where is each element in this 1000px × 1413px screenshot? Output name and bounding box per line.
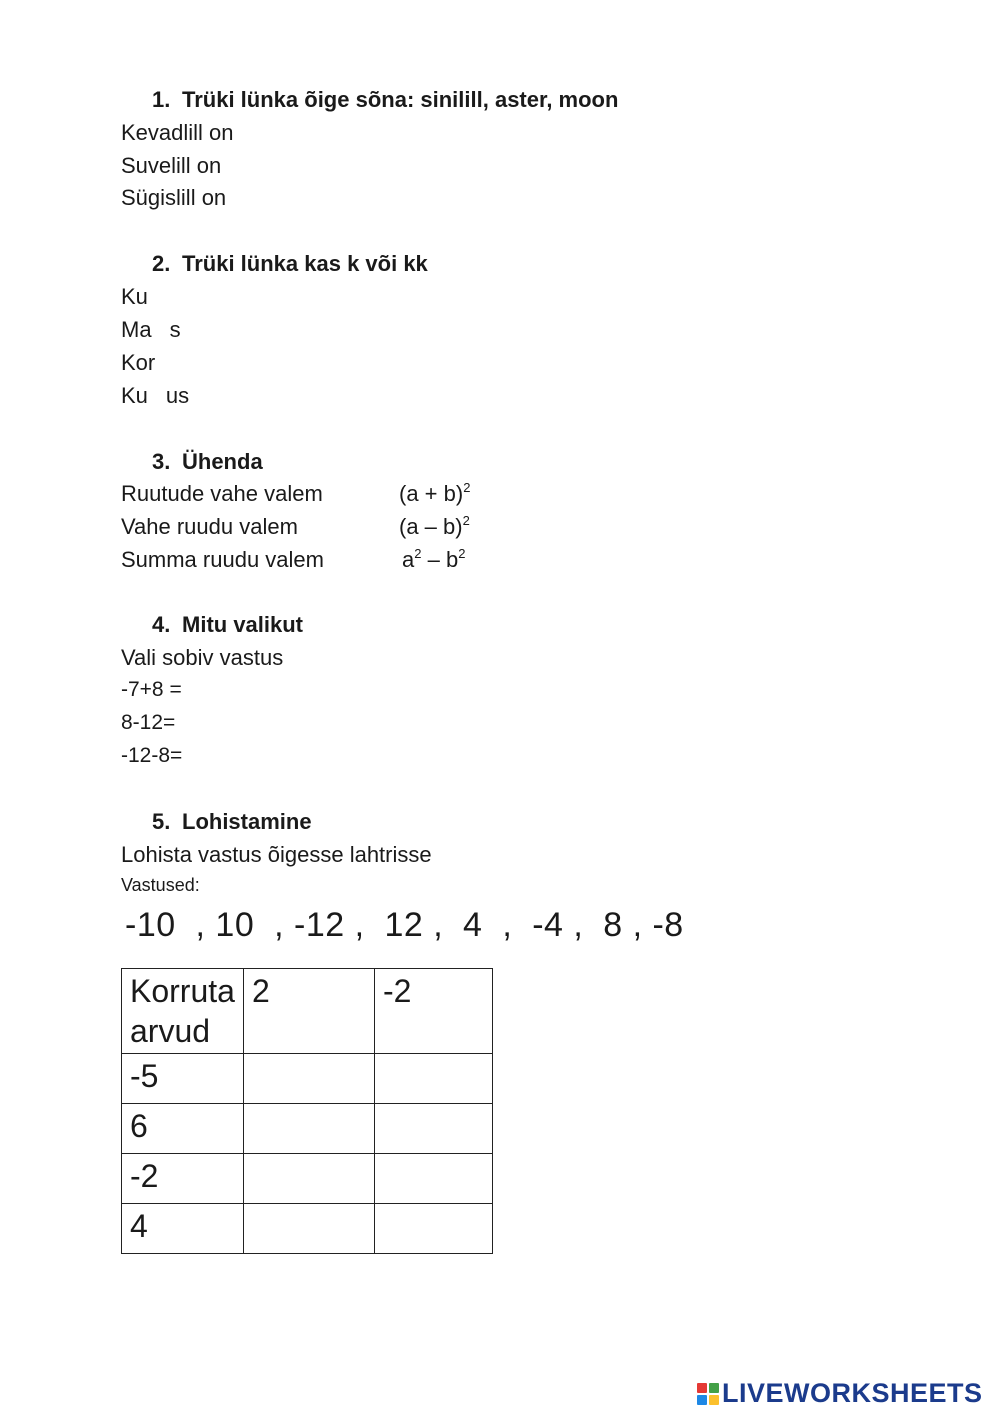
section-3-heading [152, 449, 263, 475]
drop-cell-r4-c2[interactable] [375, 1204, 493, 1254]
s2-word-3 [121, 350, 155, 376]
s1-line-autumn: Sügislill on [121, 185, 227, 210]
section-3-number: 3. [152, 449, 171, 474]
s3-right-1 [399, 481, 470, 507]
drop-cell-r4-c1[interactable] [244, 1204, 375, 1254]
row-3-label: -2 [122, 1154, 244, 1204]
section-5-heading [152, 809, 312, 835]
row-1-label: -5 [122, 1054, 244, 1104]
s3-right-2-base: (a – b) [399, 514, 463, 539]
section-4-number: 4. [152, 612, 171, 637]
drop-cell-r3-c1[interactable] [244, 1154, 375, 1204]
s3-right-3-b-exp: 2 [458, 546, 466, 561]
logo-square [709, 1395, 719, 1405]
drop-cell-r1-c2[interactable] [375, 1054, 493, 1104]
drop-cell-r1-c1[interactable] [244, 1054, 375, 1104]
s3-right-2 [399, 514, 470, 540]
s2-word-4-prefix: Ku [121, 383, 148, 408]
table-header-row [122, 969, 493, 1054]
s2-word-4 [121, 383, 189, 409]
s3-right-2-exp: 2 [462, 513, 470, 528]
section-3-title: Ühenda [182, 449, 263, 474]
s3-right-1-exp: 2 [463, 480, 471, 495]
table-header-col-2: -2 [375, 969, 493, 1054]
s1-line-summer: Suvelill on [121, 153, 222, 178]
drop-cell-r2-c2[interactable] [375, 1104, 493, 1154]
section-5-title: Lohistamine [182, 809, 312, 834]
s2-word-4-suffix: us [165, 383, 190, 408]
s4-question-1: -7+8 = [121, 678, 182, 701]
drop-cell-r3-c2[interactable] [375, 1154, 493, 1204]
table-row [122, 1054, 493, 1104]
table-row [122, 1104, 493, 1154]
s3-right-3-a-exp: 2 [414, 546, 422, 561]
s2-word-2 [121, 317, 181, 343]
section-2-heading [152, 251, 428, 277]
s2-word-2-suffix: s [169, 317, 181, 342]
section-5-number: 5. [152, 809, 171, 834]
table-row [122, 1154, 493, 1204]
s3-right-1-base: (a + b) [399, 481, 464, 506]
s5-instruction: Lohista vastus õigesse lahtrisse [121, 842, 432, 867]
s3-left-1: Ruutude vahe valem [121, 481, 323, 506]
logo-square [697, 1383, 707, 1393]
s2-word-2-prefix: Ma [121, 317, 152, 342]
table-row [122, 1204, 493, 1254]
section-1-title: Trüki lünka õige sõna: sinilill, aster, moon [182, 87, 619, 112]
s4-question-2: 8-12= [121, 711, 176, 734]
s5-answers-list[interactable]: -10 , 10 , -12 , 12 , 4 , -4 , 8 , -8 [125, 906, 684, 944]
s3-right-3 [402, 547, 465, 573]
section-1-heading [152, 87, 618, 113]
s2-word-3-prefix: Kor [121, 350, 156, 375]
s4-instruction: Vali sobiv vastus [121, 645, 284, 670]
s2-word-1-prefix: Ku [121, 284, 148, 309]
section-1-number: 1. [152, 87, 171, 112]
s1-line-spring: Kevadlill on [121, 120, 234, 145]
row-2-label: 6 [122, 1104, 244, 1154]
multiplication-table [121, 968, 493, 1254]
table-header-label: Korruta arvud [122, 969, 244, 1054]
row-4-label: 4 [122, 1204, 244, 1254]
s3-right-3-mid: – b [421, 547, 459, 572]
s3-right-3-a: a [402, 547, 415, 572]
logo-square [709, 1383, 719, 1393]
liveworksheets-logo-icon [697, 1383, 719, 1405]
section-2-title: Trüki lünka kas k või kk [182, 251, 428, 276]
s3-left-3: Summa ruudu valem [121, 547, 324, 572]
section-4-title: Mitu valikut [182, 612, 304, 637]
table-header-col-1: 2 [244, 969, 375, 1054]
s4-question-3: -12-8= [121, 744, 183, 767]
liveworksheets-logo [697, 1378, 983, 1409]
section-4-heading [152, 612, 303, 638]
liveworksheets-logo-text: LIVEWORKSHEETS [722, 1378, 983, 1408]
s3-left-2: Vahe ruudu valem [121, 514, 298, 539]
drop-cell-r2-c1[interactable] [244, 1104, 375, 1154]
logo-square [697, 1395, 707, 1405]
section-2-number: 2. [152, 251, 171, 276]
s2-word-1 [121, 284, 148, 310]
s5-answers-label: Vastused: [121, 875, 200, 895]
